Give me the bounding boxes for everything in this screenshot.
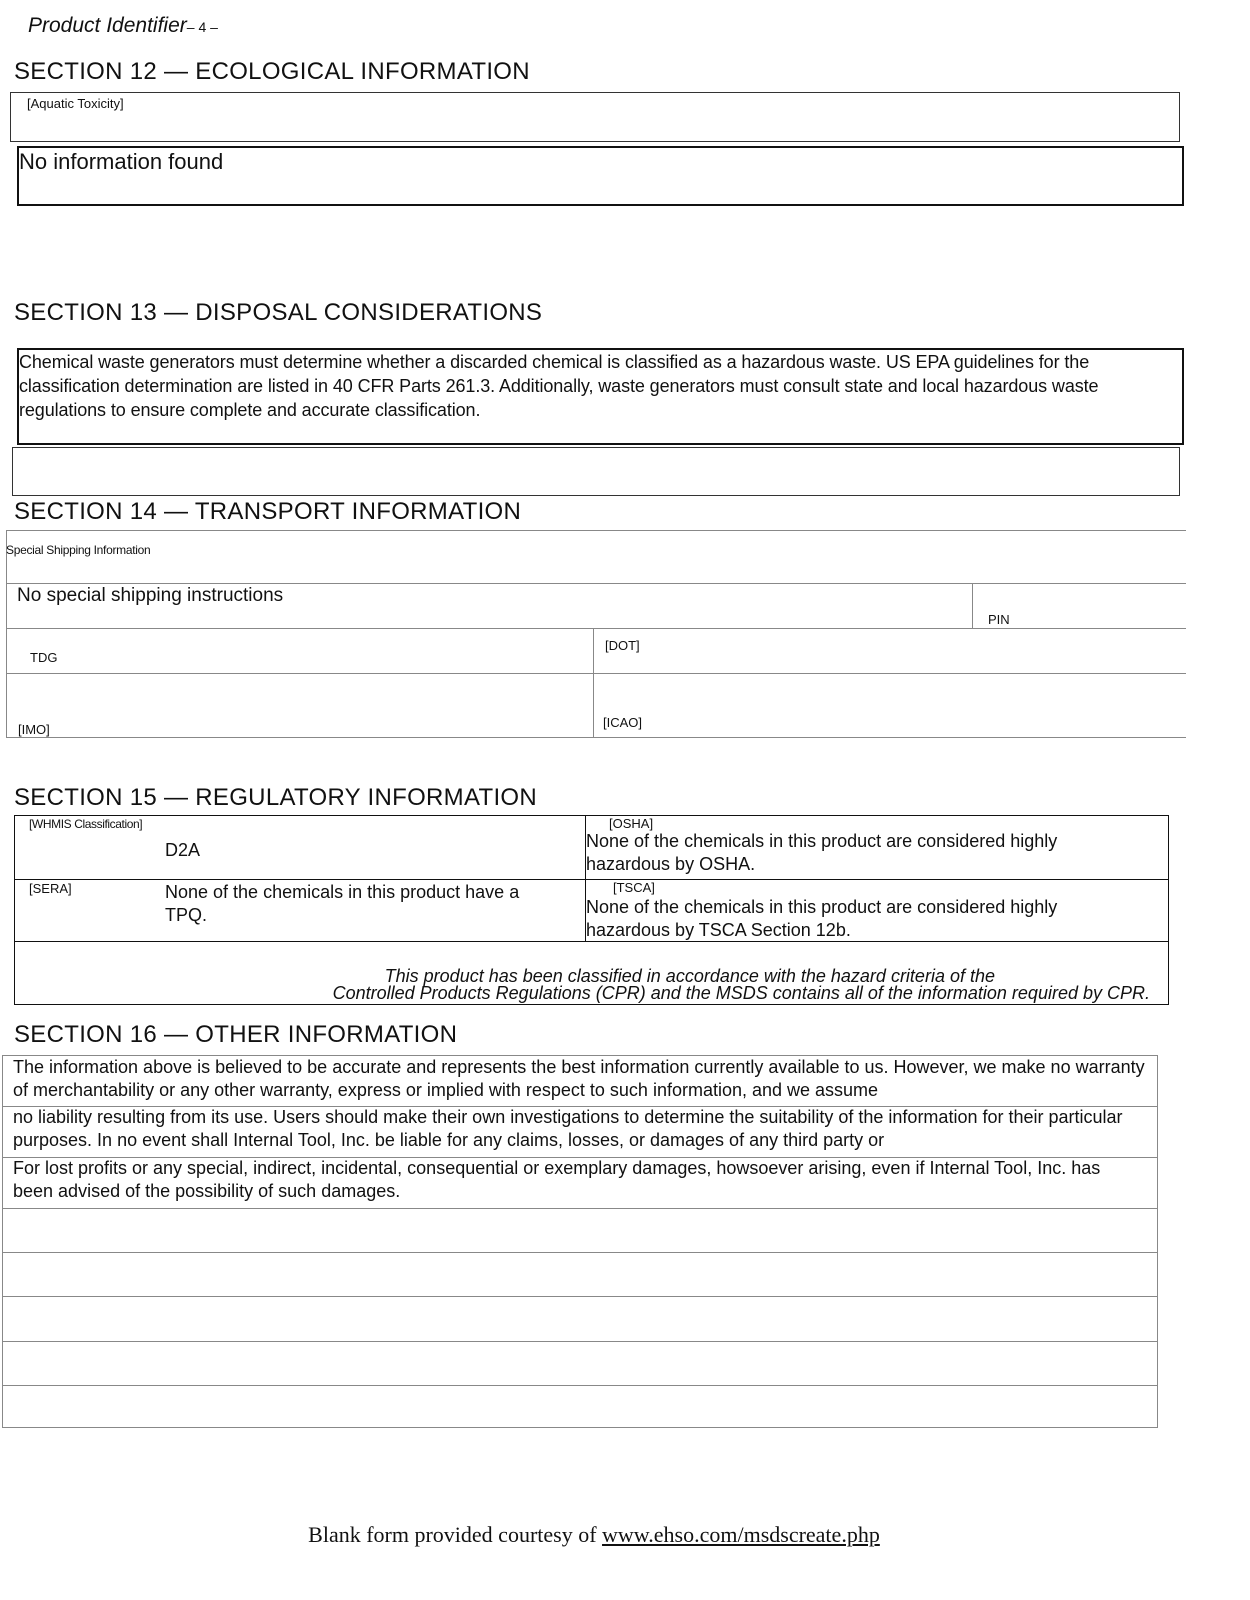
regulatory-table: [14, 815, 1169, 1005]
section-14-title: SECTION 14 — TRANSPORT INFORMATION: [14, 498, 522, 525]
product-identifier: Product Identifier: [28, 14, 187, 37]
tdg-label: TDG: [30, 650, 58, 665]
imo-label: [IMO]: [18, 722, 50, 737]
disposal-box: [17, 348, 1184, 445]
other-info-row-1: The information above is believed to be accurate and represents the best information currently available to us. However, we make no warranty of merchantability or any other warranty, express or implied with respect to such information, and we assume: [13, 1057, 1145, 1100]
section-16-title: SECTION 16 — OTHER INFORMATION: [14, 1021, 458, 1048]
osha-value: None of the chemicals in this product are considered highly hazardous by OSHA.: [586, 831, 1058, 874]
osha-label: [OSHA]: [609, 816, 654, 831]
sera-value: None of the chemicals in this product have a TPQ.: [165, 882, 520, 925]
tsca-label: [TSCA]: [613, 880, 655, 895]
section-13-title: SECTION 13 — DISPOSAL CONSIDERATIONS: [14, 299, 543, 326]
icao-label: [ICAO]: [603, 715, 643, 730]
ecological-value: No information found: [19, 149, 224, 174]
disposal-text: Chemical waste generators must determine whether a discarded chemical is classified as a hazardous waste. US EPA guidelines for the classification determination are listed in 40 CFR Parts 261.3. Additionally, waste generators must consult state and local hazardous waste regulations to ensure complete and accurate classification.: [19, 352, 1099, 420]
tsca-value: None of the chemicals in this product are considered highly hazardous by TSCA Section 12b.: [586, 897, 1058, 940]
footer: [0, 1522, 1188, 1548]
ecological-value-box: [17, 146, 1184, 206]
whmis-label: [WHMIS Classification]: [29, 817, 143, 831]
cpr-line-2: Controlled Products Regulations (CPR) and the MSDS contains all of the information required by CPR.: [332, 983, 1150, 1003]
footer-text: Blank form provided courtesy of: [308, 1522, 603, 1547]
pin-label: PIN: [988, 612, 1010, 627]
section-12-title: SECTION 12 — ECOLOGICAL INFORMATION: [14, 58, 530, 85]
whmis-value: D2A: [165, 840, 201, 860]
other-info-row-3: For lost profits or any special, indirect, incidental, consequential or exemplary damages, howsoever arising, even if Internal Tool, Inc. has been advised of the possibility of such damages.: [13, 1158, 1101, 1201]
aquatic-toxicity-label: [Aquatic Toxicity]: [27, 96, 124, 111]
other-info-table: [2, 1055, 1158, 1428]
special-shipping-label: Special Shipping Information: [6, 543, 151, 557]
dot-label: [DOT]: [605, 638, 640, 653]
cpr-line-1: This product has been classified in accordance with the hazard criteria of the: [384, 966, 995, 986]
section-15-title: SECTION 15 — REGULATORY INFORMATION: [14, 784, 538, 811]
special-shipping-value: No special shipping instructions: [17, 585, 284, 606]
other-info-row-2: no liability resulting from its use. Users should make their own investigations to determine the suitability of the information for their particular purposes. In no event shall Internal Tool, Inc. be liable for any claims, losses, or damages of any third party or: [13, 1107, 1123, 1150]
cpr-statement: [15, 966, 1150, 1003]
aquatic-toxicity-box: [10, 92, 1180, 142]
disposal-empty-box: [12, 447, 1180, 496]
page-number: – 4 –: [186, 19, 218, 35]
sera-label: [SERA]: [29, 881, 72, 896]
page-header: [28, 14, 218, 38]
footer-link[interactable]: www.ehso.com/msdscreate.php: [602, 1522, 880, 1547]
